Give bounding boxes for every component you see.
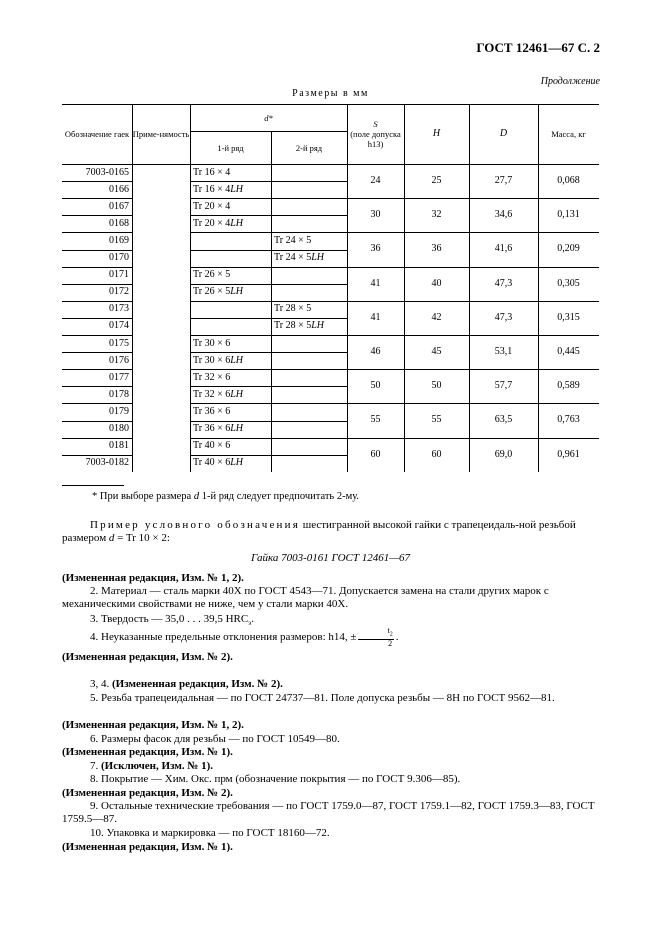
mass-cell: 0,209 xyxy=(557,243,580,255)
clause-3-sub: э xyxy=(248,619,252,628)
mass-cell: 0,445 xyxy=(557,346,580,358)
d2-cell xyxy=(274,455,346,472)
H-cell: 36 xyxy=(431,243,442,255)
d1-cell: Tr 32 × 6 xyxy=(193,371,231,383)
page-header: ГОСТ 12461—67 С. 2 xyxy=(476,40,600,55)
designation-cell: 0179 xyxy=(109,405,129,417)
example-var: d xyxy=(108,532,115,544)
header-H: H xyxy=(432,128,441,139)
S-cell: 60 xyxy=(370,448,381,460)
example-paragraph xyxy=(62,519,599,545)
clause-3-4-num: 3, 4. xyxy=(90,678,112,690)
continued-label: Продолжение xyxy=(540,76,600,87)
d1-cell: Tr 26 × 5 xyxy=(193,269,231,281)
d1-cell xyxy=(193,250,270,267)
D-cell: 69,0 xyxy=(494,448,513,460)
S-cell: 30 xyxy=(370,209,381,221)
clause-4-text: 4. Неуказанные предельные отклонения размеров: h14, ± xyxy=(90,630,357,643)
revision-note-3: (Измененная редакция, Изм. № 1, 2). xyxy=(62,719,244,731)
D-cell: 34,6 xyxy=(494,209,513,221)
header-d: d* xyxy=(264,112,273,123)
d2-cell xyxy=(274,386,346,403)
d1-cell: Tr 20 × 4 LH xyxy=(193,217,244,229)
designation-cell: 0181 xyxy=(109,440,129,452)
clause-3-4 xyxy=(62,678,599,691)
mass-cell: 0,315 xyxy=(557,311,580,323)
clause-7 xyxy=(62,760,599,773)
d2-cell xyxy=(274,181,346,198)
S-cell: 50 xyxy=(370,380,381,392)
d2-cell xyxy=(274,267,346,284)
d2-cell xyxy=(274,198,346,215)
d2-cell xyxy=(274,215,346,232)
designation-cell: 0177 xyxy=(109,371,129,383)
fraction-numerator: $t_2$ xyxy=(358,627,393,640)
H-cell: 55 xyxy=(431,414,442,426)
designation-cell: 0168 xyxy=(109,217,129,229)
designation-cell: 0175 xyxy=(109,337,129,349)
revision-note-1: (Измененная редакция, Изм. № 1, 2). xyxy=(62,572,244,584)
d2-cell xyxy=(274,369,346,386)
D-cell: 63,5 xyxy=(494,414,513,426)
designation-cell: 0172 xyxy=(109,286,129,298)
H-cell: 40 xyxy=(431,277,442,289)
d1-cell: Tr 26 × 5 LH xyxy=(193,286,244,298)
d2-cell xyxy=(274,335,346,352)
designation-example: Гайка 7003-0161 ГОСТ 12461—67 xyxy=(250,552,411,564)
header-D: D xyxy=(499,128,508,139)
designation-cell: 0170 xyxy=(109,252,129,264)
d2-cell: Tr 28 × 5 LH xyxy=(274,320,325,332)
footnote: * При выборе размера d 1-й ряд следует предпочитать 2-му. xyxy=(92,491,360,502)
designation-cell: 0166 xyxy=(109,183,129,195)
d1-cell: Tr 16 × 4 xyxy=(193,166,231,178)
clause-6: 6. Размеры фасок для резьбы — по ГОСТ 10549—80. xyxy=(90,733,340,745)
mass-cell: 0,131 xyxy=(557,209,580,221)
header-designation: Обозначение гаек xyxy=(64,129,130,139)
example-text: шестигранной высокой гайки с трапецеидаль-ной резьбой размером xyxy=(62,519,576,544)
D-cell: 47,3 xyxy=(494,311,513,323)
header-application: Приме-нямость xyxy=(132,129,190,139)
designation-cell: 0178 xyxy=(109,388,129,400)
d2-cell: Tr 28 × 5 xyxy=(274,303,312,315)
d2-cell xyxy=(274,352,346,369)
designation-cell: 0169 xyxy=(109,234,129,246)
d1-cell xyxy=(193,232,270,249)
S-cell: 24 xyxy=(370,175,381,187)
H-cell: 42 xyxy=(431,311,442,323)
D-cell: 41,6 xyxy=(494,243,513,255)
d1-cell: Tr 30 × 6 xyxy=(193,337,231,349)
header-S: S (поле допуска h13) xyxy=(350,119,401,149)
header-d-row2: 2-й ряд xyxy=(295,142,323,153)
mass-cell: 0,305 xyxy=(557,277,580,289)
D-cell: 53,1 xyxy=(494,346,513,358)
clause-4-end: . xyxy=(395,630,399,643)
header-mass: Масса, кг xyxy=(551,129,586,139)
designation-cell: 0167 xyxy=(109,200,129,212)
S-cell: 55 xyxy=(370,414,381,426)
d1-cell: Tr 32 × 6 LH xyxy=(193,388,244,400)
fraction-denominator: 2 xyxy=(388,638,393,648)
d1-cell xyxy=(193,301,270,318)
revision-note-4: (Измененная редакция, Изм. № 1). xyxy=(62,746,233,758)
designation-cell: 7003-0165 xyxy=(85,166,129,178)
designation-cell: 7003-0182 xyxy=(85,457,129,469)
d1-cell: Tr 40 × 6 xyxy=(193,440,231,452)
d1-cell: Tr 16 × 4 LH xyxy=(193,183,244,195)
clause-3-4-note: (Измененная редакция, Изм. № 2). xyxy=(112,678,283,690)
d2-cell: Tr 24 × 5 xyxy=(274,234,312,246)
designation-cell: 0171 xyxy=(109,269,129,281)
fraction xyxy=(358,627,393,648)
d2-cell xyxy=(274,438,346,455)
d2-cell xyxy=(274,403,346,420)
d1-cell: Tr 40 × 6 LH xyxy=(193,457,244,469)
revision-note-2: (Измененная редакция, Изм. № 2). xyxy=(62,651,233,663)
example-size: = Tr 10 × 2: xyxy=(114,532,170,544)
mass-cell: 0,763 xyxy=(557,414,580,426)
D-cell: 57,7 xyxy=(494,380,513,392)
H-cell: 25 xyxy=(431,175,442,187)
H-cell: 32 xyxy=(431,209,442,221)
clause-3-text: 3. Твердость — 35,0 . . . 39,5 HRC xyxy=(90,613,249,625)
footnote-rule xyxy=(62,485,124,486)
designation-cell: 0173 xyxy=(109,303,129,315)
designation-cell: 0176 xyxy=(109,354,129,366)
S-cell: 46 xyxy=(370,346,381,358)
S-cell: 41 xyxy=(370,311,381,323)
d2-cell xyxy=(274,421,346,438)
d2-cell xyxy=(274,164,346,181)
mass-cell: 0,961 xyxy=(557,448,580,460)
clause-4 xyxy=(62,627,599,648)
dimensions-table xyxy=(62,104,599,474)
d1-cell: Tr 30 × 6 LH xyxy=(193,354,244,366)
clause-9: 9. Остальные технические требования — по ГОСТ 1759.0—87, ГОСТ 1759.1—82, ГОСТ 1759.3—83, ГОСТ 1759.5—87. xyxy=(62,800,595,825)
example-lead: Пример условного обозначения xyxy=(90,519,300,531)
revision-note-5: (Измененная редакция, Изм. № 2). xyxy=(62,787,233,799)
H-cell: 45 xyxy=(431,346,442,358)
d1-cell: Tr 36 × 6 xyxy=(193,405,231,417)
clause-7-num: 7. xyxy=(90,760,101,772)
d2-cell xyxy=(274,284,346,301)
designation-cell: 0180 xyxy=(109,423,129,435)
clause-2: 2. Материал — сталь марки 40Х по ГОСТ 4543—71. Допускается замена на стали других марок с механическими свойствами не ниже, чем у стали марки 40Х. xyxy=(62,585,549,610)
header-d-row1: 1-й ряд xyxy=(217,142,244,153)
d1-cell xyxy=(193,318,270,335)
mass-cell: 0,589 xyxy=(557,380,580,392)
revision-note-6: (Измененная редакция, Изм. № 1). xyxy=(62,841,233,853)
d1-cell: Tr 20 × 4 xyxy=(193,200,231,212)
d2-cell: Tr 24 × 5 LH xyxy=(274,252,325,264)
clause-8: 8. Покрытие — Хим. Окс. прм (обозначение покрытия — по ГОСТ 9.306—85). xyxy=(90,773,461,785)
D-cell: 47,3 xyxy=(494,277,513,289)
clause-5: 5. Резьба трапецеидальная — по ГОСТ 24737—81. Поле допуска резьбы — 8Н по ГОСТ 9562—81. xyxy=(90,692,555,704)
H-cell: 50 xyxy=(431,380,442,392)
units-caption: Размеры в мм xyxy=(292,88,369,99)
S-cell: 41 xyxy=(370,277,381,289)
clause-3-end: . xyxy=(251,613,254,625)
mass-cell: 0,068 xyxy=(557,175,580,187)
clause-7-note: (Исключен, Изм. № 1). xyxy=(101,760,214,772)
H-cell: 60 xyxy=(431,448,442,460)
d1-cell: Tr 36 × 6 LH xyxy=(193,423,244,435)
D-cell: 27,7 xyxy=(494,175,513,187)
designation-cell: 0174 xyxy=(109,320,129,332)
clause-10: 10. Упаковка и маркировка — по ГОСТ 18160—72. xyxy=(90,827,330,839)
S-cell: 36 xyxy=(370,243,381,255)
